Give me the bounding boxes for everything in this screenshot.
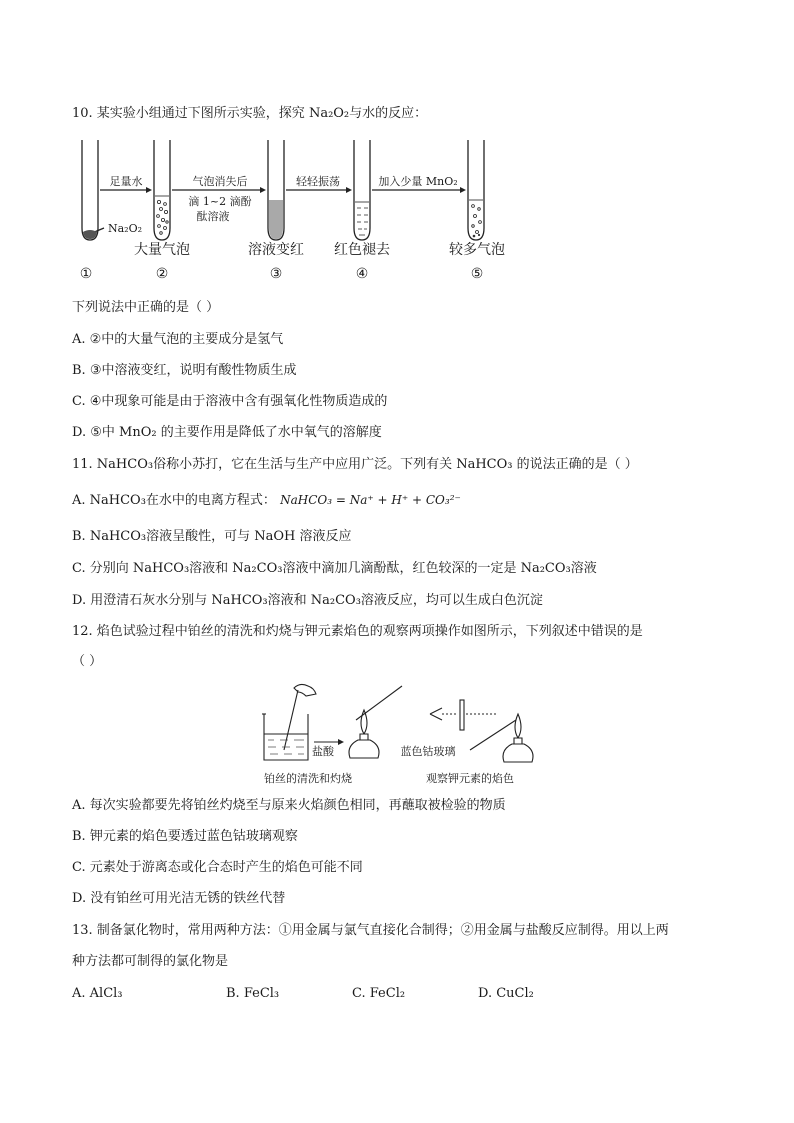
q12-option-a[interactable]: A. 每次实验都要先将铂丝灼烧至与原来火焰颜色相同，再蘸取被检验的物质 — [72, 798, 506, 813]
q13-option-d[interactable]: D. CuCl₂ — [478, 986, 534, 1001]
obs-turns-red: 溶液变红 — [248, 242, 304, 258]
q10-stem: 10. 某实验小组通过下图所示实验，探究 Na₂O₂与水的反应： — [72, 106, 428, 121]
tube-number-1: ① — [79, 266, 93, 282]
tube-number-4: ④ — [355, 266, 369, 282]
q12-figure — [258, 680, 538, 768]
obs-many-bubbles: 大量气泡 — [134, 242, 190, 258]
q10-option-a[interactable]: A. ②中的大量气泡的主要成分是氢气 — [72, 332, 284, 347]
caption-clean-burn: 铂丝的清洗和灼烧 — [264, 772, 352, 785]
q11-option-a-text: A. NaHCO₃在水中的电离方程式： — [72, 493, 276, 508]
label-hydrochloric-acid: 盐酸 — [312, 745, 334, 758]
q12-option-b[interactable]: B. 钾元素的焰色要透过蓝色钴玻璃观察 — [72, 829, 298, 844]
tube-number-5: ⑤ — [470, 266, 484, 282]
tube-number-2: ② — [155, 266, 169, 282]
step-shake: 轻轻振荡 — [296, 175, 340, 188]
q11-option-a[interactable] — [72, 491, 734, 510]
step-bubbles-gone: 气泡消失后 — [192, 175, 248, 188]
q13-stem-line2: 种方法都可制得的氯化物是 — [72, 954, 229, 969]
step-add-mno2: 加入少量 MnO₂ — [378, 175, 458, 188]
obs-more-bubbles: 较多气泡 — [449, 242, 505, 258]
q13-option-a[interactable]: A. AlCl₃ — [72, 986, 123, 1001]
tube-number-3: ③ — [269, 266, 283, 282]
q13-option-c[interactable]: C. FeCl₂ — [352, 986, 406, 1001]
q10-option-b[interactable]: B. ③中溶液变红，说明有酸性物质生成 — [72, 363, 297, 378]
q11-option-c[interactable]: C. 分别向 NaHCO₃溶液和 Na₂CO₃溶液中滴加几滴酚酞，红色较深的一定是 Na₂CO₃溶液 — [72, 561, 597, 576]
q10-figure — [70, 136, 530, 286]
label-cobalt-glass: 蓝色钴玻璃 — [400, 745, 456, 758]
q13-option-b[interactable]: B. FeCl₃ — [226, 986, 280, 1001]
q11-option-b[interactable]: B. NaHCO₃溶液呈酸性，可与 NaOH 溶液反应 — [72, 529, 352, 544]
q12-stem-line1: 12. 焰色试验过程中铂丝的清洗和灼烧与钾元素焰色的观察两项操作如图所示，下列叙述中错误的是 — [72, 624, 643, 639]
q11-option-a-equation: NaHCO₃ = Na⁺ + H⁺ + CO₃²⁻ — [280, 493, 461, 507]
step-add-phenol-2: 酞溶液 — [196, 210, 230, 223]
q10-option-c[interactable]: C. ④中现象可能是由于溶液中含有强氧化性物质造成的 — [72, 394, 388, 409]
q12-option-d[interactable]: D. 没有铂丝可用光洁无锈的铁丝代替 — [72, 891, 286, 906]
caption-observe-potassium: 观察钾元素的焰色 — [426, 772, 514, 785]
q10-option-d[interactable]: D. ⑤中 MnO₂ 的主要作用是降低了水中氧气的溶解度 — [72, 425, 382, 440]
q12-stem-line2: （ ） — [72, 654, 103, 669]
q13-stem-line1: 13. 制备氯化物时，常用两种方法：①用金属与氯气直接化合制得；②用金属与盐酸反应制得。用以上两 — [72, 923, 669, 938]
substance-na2o2: Na₂O₂ — [107, 222, 143, 235]
q10-prompt: 下列说法中正确的是（ ） — [72, 300, 220, 315]
q11-stem: 11. NaHCO₃俗称小苏打，它在生活与生产中应用广泛。下列有关 NaHCO₃ 的说法正确的是（ ） — [72, 457, 638, 472]
q12-option-c[interactable]: C. 元素处于游离态或化合态时产生的焰色可能不同 — [72, 860, 363, 875]
obs-red-fades: 红色褪去 — [334, 242, 390, 258]
step-add-phenol-1: 滴 1~2 滴酚 — [188, 195, 252, 208]
q11-option-d[interactable]: D. 用澄清石灰水分别与 NaHCO₃溶液和 Na₂CO₃溶液反应，均可以生成白色沉淀 — [72, 593, 543, 608]
step-add-water: 足量水 — [109, 175, 143, 188]
